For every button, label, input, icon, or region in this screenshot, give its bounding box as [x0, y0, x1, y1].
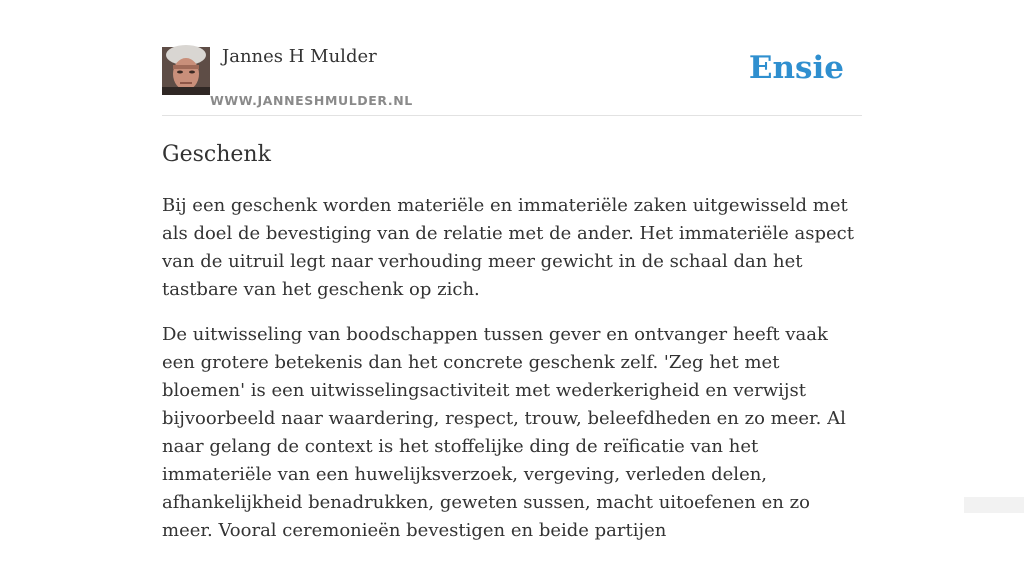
author-avatar[interactable] — [162, 47, 210, 95]
corner-fade — [964, 497, 1024, 513]
content-column — [162, 0, 862, 562]
avatar-portrait-icon — [162, 47, 210, 95]
article-paragraph: Bij een geschenk worden materiële en immateriële zaken uitgewisseld met als doel de bevestiging van de relatie met de ander. Het immateriële aspect van de uitruil legt naar verhouding meer gewicht in de schaal dan het tastbare van het geschenk op zich. — [162, 195, 854, 300]
author-website-link[interactable]: WWW.JANNESHMULDER.NL — [210, 93, 413, 108]
article-body — [162, 192, 862, 545]
author-header — [162, 0, 862, 116]
article-title: Geschenk — [162, 142, 271, 167]
article-paragraph: De uitwisseling van boodschappen tussen gever en ontvanger heeft vaak een grotere betekenis dan het concrete geschenk zelf. 'Zeg het met bloemen' is een uitwisselingsactiviteit met wederkerigheid en verwijst bijvoorbeeld naar waardering, respect, trouw, beleefdheden en zo meer. Al naar gelang de context is het stoffelijke ding de reïficatie van het immateriële van een huwelijksverzoek, vergeving, verleden delen, afhankelijkheid benadrukken, geweten sussen, macht uitoefenen en zo meer. Vooral ceremonieën bevestigen en beide partijen — [162, 324, 846, 541]
ensie-logo[interactable]: Ensie — [748, 50, 844, 86]
author-name[interactable]: Jannes H Mulder — [222, 46, 377, 67]
